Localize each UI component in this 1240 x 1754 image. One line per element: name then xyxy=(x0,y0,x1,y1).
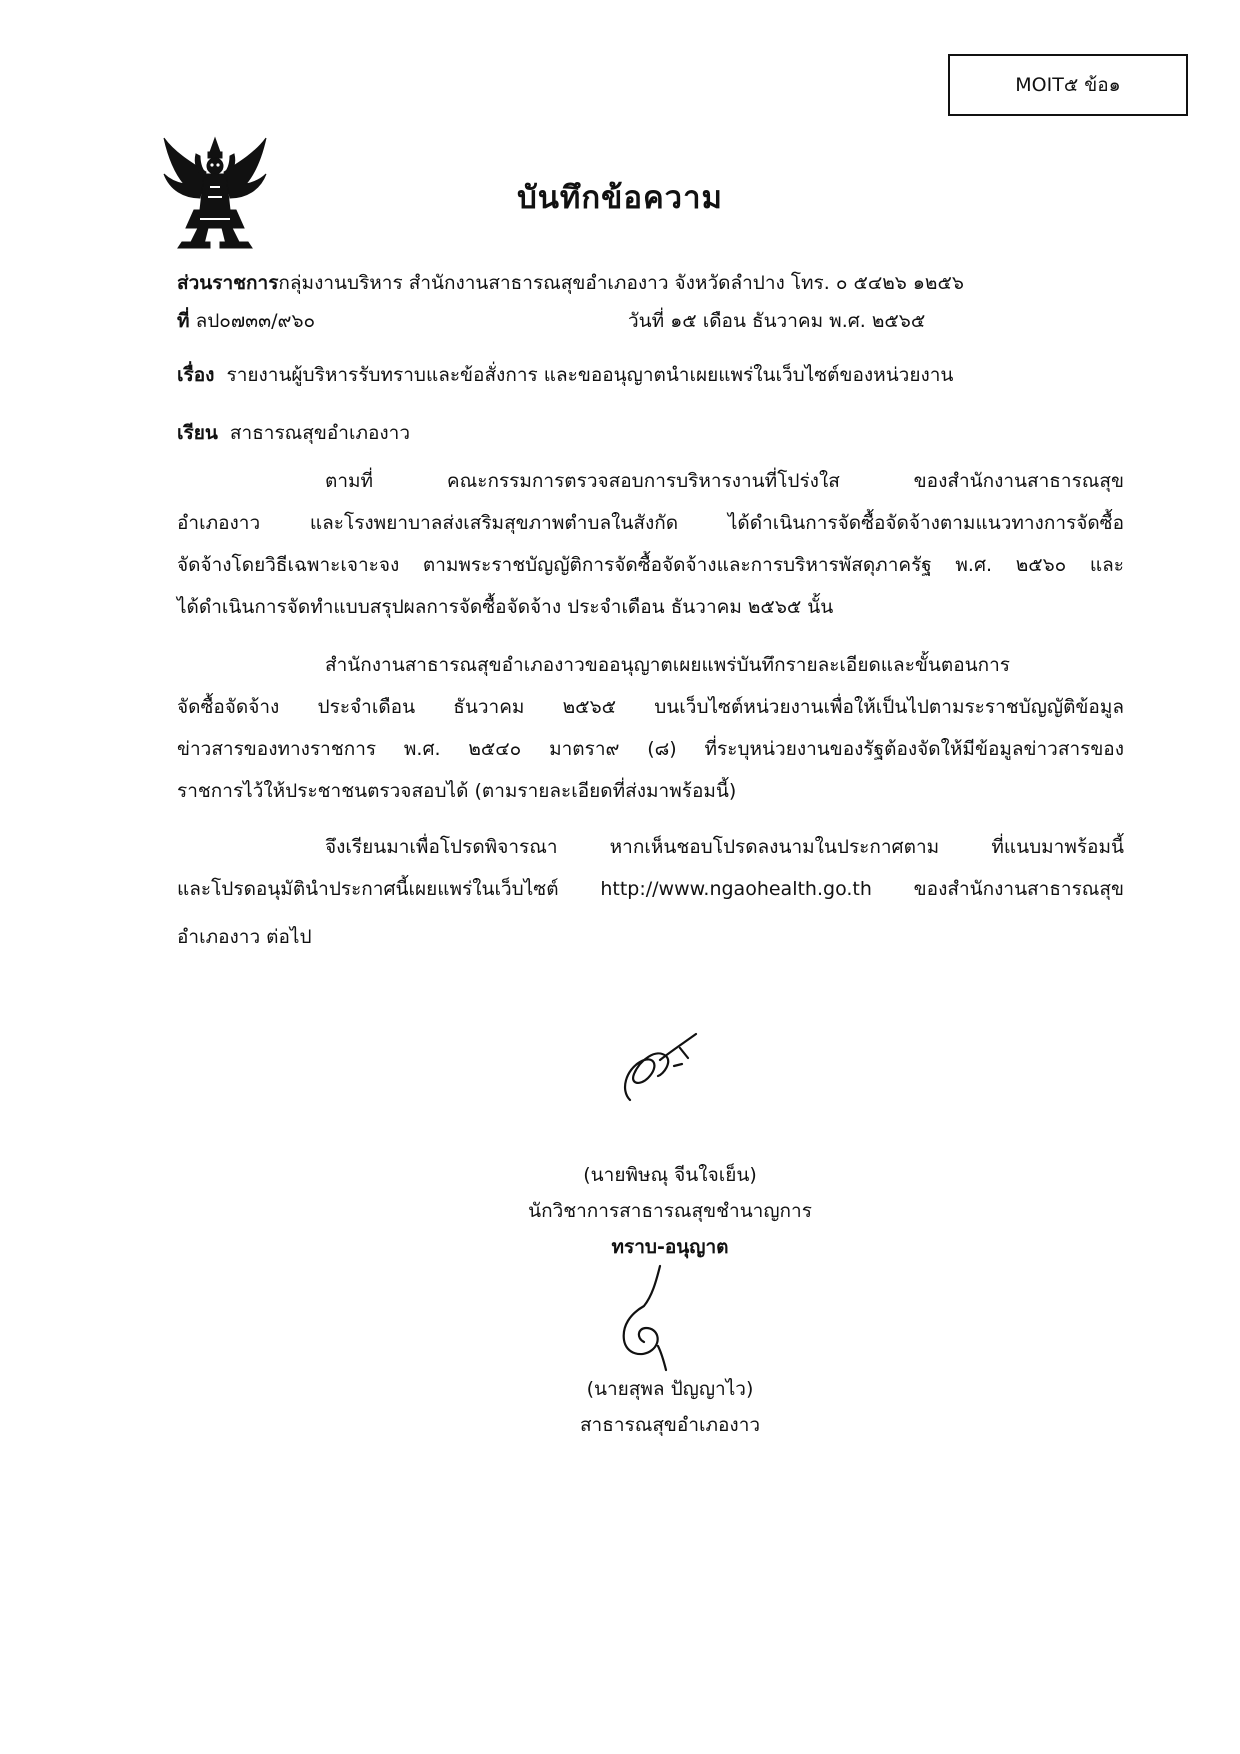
signer-1-name: (นายพิษณุ จีนใจเย็น) xyxy=(583,1164,757,1186)
memo-date: วันที่ ๑๕ เดือน ธันวาคม พ.ศ. ๒๕๖๕ xyxy=(628,310,926,332)
subject-label: เรื่อง xyxy=(177,364,215,386)
signer-1-position: นักวิชาการสาธารณสุขชำนาญการ xyxy=(528,1200,812,1222)
paragraph-line: สำนักงานสาธารณสุขอำเภองาวขออนุญาตเผยแพร่บันทึกรายละเอียดและขั้นตอนการ xyxy=(325,654,1010,676)
paragraph-line: และโปรดอนุมัตินำประกาศนี้เผยแพร่ในเว็บไซต์ http://www.ngaohealth.go.th ของสำนักงานสาธารณสุข xyxy=(177,878,1124,900)
paragraph-line: ข่าวสารของทางราชการ พ.ศ. ๒๕๔๐ มาตรา๙ (๘) ที่ระบุหน่วยงานของรัฐต้องจัดให้มีข้อมูลข่าวสารของ xyxy=(177,738,1124,760)
recipient-value: สาธารณสุขอำเภองาว xyxy=(229,422,410,444)
agency-label: ส่วนราชการ xyxy=(177,272,279,294)
paragraph-line: ตามที่ คณะกรรมการตรวจสอบการบริหารงานที่โปร่งใส ของสำนักงานสาธารณสุข xyxy=(325,470,1124,492)
body-paragraph-1 xyxy=(177,460,1124,628)
paragraph-line: ได้ดำเนินการจัดทำแบบสรุปผลการจัดซื้อจัดจ้าง ประจำเดือน ธันวาคม ๒๕๖๕ นั้น xyxy=(177,596,834,618)
recipient-label: เรียน xyxy=(177,422,218,444)
paragraph-line: จัดจ้างโดยวิธีเฉพาะเจาะจง ตามพระราชบัญญัติการจัดซื้อจัดจ้างและการบริหารพัสดุภาครัฐ พ.ศ. ๒๕๖๐ และ xyxy=(177,554,1124,576)
moit-reference-box xyxy=(948,54,1188,116)
moit-reference-text: MOIT๕ ข้อ๑ xyxy=(1015,74,1121,96)
recipient-line xyxy=(177,418,410,448)
body-paragraph-3 xyxy=(177,826,1124,958)
reference-label: ที่ xyxy=(177,310,190,332)
paragraph-line: ราชการไว้ให้ประชาชนตรวจสอบได้ (ตามรายละเอียดที่ส่งมาพร้อมนี้) xyxy=(177,780,737,802)
signer-2-position: สาธารณสุขอำเภองาว xyxy=(579,1414,761,1436)
paragraph-line: อำเภองาว และโรงพยาบาลส่งเสริมสุขภาพตำบลในสังกัด ได้ดำเนินการจัดซื้อจัดจ้างตามแนวทางการจัดซื้อ xyxy=(177,512,1124,534)
reference-number: ลป๐๗๓๓/๙๖๐ xyxy=(195,310,316,332)
signature-2-icon xyxy=(600,1262,690,1372)
subject-line xyxy=(177,360,953,390)
paragraph-line: จึงเรียนมาเพื่อโปรดพิจารณา หากเห็นชอบโปรดลงนามในประกาศตาม ที่แนบมาพร้อมนี้ xyxy=(325,836,1124,858)
memo-title: บันทึกข้อความ xyxy=(517,180,723,216)
reference-line xyxy=(177,306,315,336)
agency-value: กลุ่มงานบริหาร สำนักงานสาธารณสุขอำเภองาว จังหวัดลำปาง โทร. ๐ ๕๔๒๖ ๑๒๕๖ xyxy=(278,272,964,294)
paragraph-line: จัดซื้อจัดจ้าง ประจำเดือน ธันวาคม ๒๕๖๕ บนเว็บไซต์หน่วยงานเพื่อให้เป็นไปตามระราชบัญญัติข้อมูล xyxy=(177,696,1124,718)
signer-2-name: (นายสุพล ปัญญาไว) xyxy=(586,1378,754,1400)
paragraph-line: อำเภองาว ต่อไป xyxy=(177,926,312,948)
agency-line xyxy=(177,268,964,298)
signature-1-icon xyxy=(600,1030,710,1110)
subject-value: รายงานผู้บริหารรับทราบและข้อสั่งการ และขออนุญาตนำเผยแพร่ในเว็บไซต์ของหน่วยงาน xyxy=(226,364,954,386)
body-paragraph-2 xyxy=(177,644,1124,812)
approval-text: ทราบ-อนุญาต xyxy=(611,1236,729,1258)
